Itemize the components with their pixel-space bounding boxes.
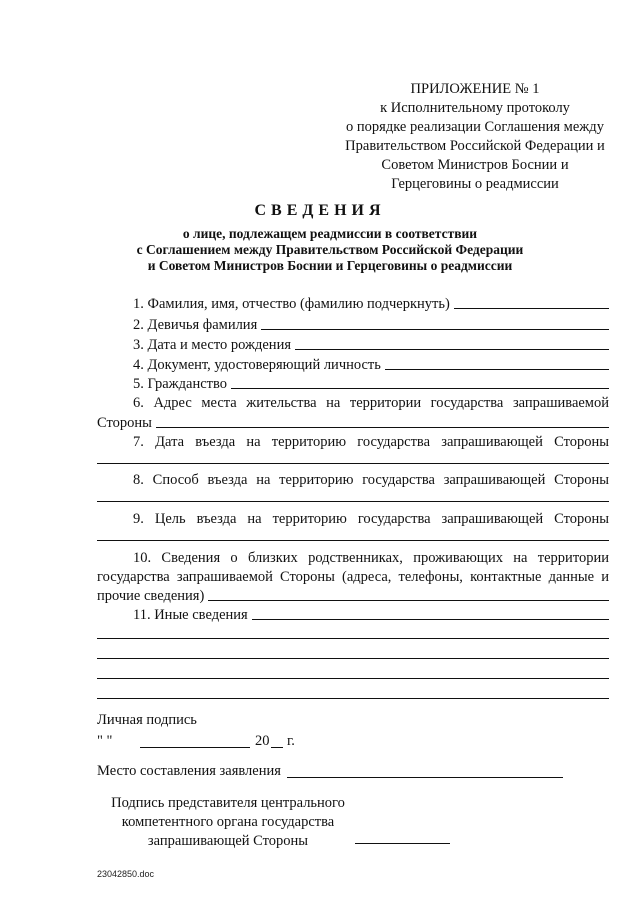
item-label: 10. Сведения о близких родственниках, проживающих на территории <box>133 550 609 566</box>
item-label: прочие сведения) <box>97 588 205 604</box>
name-field[interactable] <box>454 308 609 309</box>
item-label: 3. Дата и место рождения <box>133 337 291 353</box>
form-item-entry-method <box>97 470 609 488</box>
form-item-other <box>97 605 609 623</box>
rep-line: компетентного органа государства <box>121 814 335 830</box>
form-item-maiden-name <box>97 315 609 333</box>
annex-line: к Исполнительному протоколу <box>380 100 570 116</box>
other-info-line[interactable] <box>97 698 609 699</box>
citizenship-field[interactable] <box>231 388 609 389</box>
subtitle-line: и Советом Министров Боснии и Герцеговины о реадмиссии <box>147 258 513 273</box>
entry-purpose-field[interactable] <box>97 540 609 541</box>
annex-line: Советом Министров Боснии и <box>381 157 569 173</box>
item-label: 9. Цель въезда на территорию государства запрашивающей Стороны <box>133 511 609 527</box>
annex-line: о порядке реализации Соглашения между <box>346 119 604 135</box>
item-label: государства запрашиваемой Стороны (адреса, телефоны, контактные данные и <box>97 569 609 585</box>
address-field[interactable] <box>156 427 609 428</box>
document-subtitle <box>60 226 600 274</box>
id-document-field[interactable] <box>385 369 609 370</box>
item-label: 5. Гражданство <box>133 376 228 392</box>
item-label: 11. Иные сведения <box>133 607 248 623</box>
entry-date-field[interactable] <box>97 463 609 464</box>
file-name-footer: 23042850.doc <box>97 869 155 879</box>
item-label: 4. Документ, удостоверяющий личность <box>133 357 381 373</box>
form-item-relatives-cont <box>97 567 609 585</box>
other-info-line[interactable] <box>97 678 609 679</box>
place-label: Место составления заявления <box>97 763 281 779</box>
place-field[interactable] <box>287 777 563 778</box>
form-item-address-cont <box>97 413 609 431</box>
subtitle-line: с Соглашением между Правительством Российской Федерации <box>136 242 524 257</box>
form-item-citizenship <box>97 374 609 392</box>
form-item-relatives-cont <box>97 586 609 604</box>
rep-line: Подпись представителя центрального <box>111 795 345 811</box>
form-item-entry-date <box>97 432 609 450</box>
representative-signature-label <box>97 794 359 851</box>
entry-method-field[interactable] <box>97 501 609 502</box>
form-item-relatives <box>97 548 609 566</box>
year-suffix: г. <box>287 733 295 749</box>
year-field[interactable] <box>271 747 283 748</box>
rep-line: запрашивающей Стороны <box>147 833 309 849</box>
other-info-field[interactable] <box>252 619 609 620</box>
form-item-address <box>97 393 609 411</box>
date-quotes: " " <box>97 733 113 749</box>
item-label: 1. Фамилия, имя, отчество (фамилию подчеркнуть) <box>133 296 450 312</box>
representative-signature-field[interactable] <box>355 843 450 844</box>
form-item-id-document <box>97 355 609 373</box>
year-prefix: 20 <box>255 733 270 749</box>
item-label: 6. Адрес места жительства на территории государства запрашиваемой <box>133 395 609 411</box>
annex-line: Правительством Российской Федерации и <box>345 138 605 154</box>
form-item-name <box>97 294 609 312</box>
subtitle-line: о лице, подлежащем реадмиссии в соответствии <box>182 226 478 241</box>
other-info-line[interactable] <box>97 658 609 659</box>
birth-field[interactable] <box>295 349 609 350</box>
personal-signature-label: Личная подпись <box>97 712 197 728</box>
item-label: 8. Способ въезда на территорию государства запрашивающей Стороны <box>133 472 609 488</box>
annex-title: ПРИЛОЖЕНИЕ № 1 <box>410 81 540 97</box>
maiden-name-field[interactable] <box>261 329 609 330</box>
form-item-entry-purpose <box>97 509 609 527</box>
item-label: 7. Дата въезда на территорию государства запрашивающей Стороны <box>133 434 609 450</box>
relatives-field[interactable] <box>208 600 609 601</box>
item-label: Стороны <box>97 415 152 431</box>
other-info-line[interactable] <box>97 638 609 639</box>
document-title: СВЕДЕНИЯ <box>254 202 386 219</box>
form-item-birth <box>97 335 609 353</box>
date-field[interactable] <box>140 747 250 748</box>
annex-header <box>320 80 630 194</box>
annex-line: Герцеговины о реадмиссии <box>391 176 559 192</box>
item-label: 2. Девичья фамилия <box>133 317 258 333</box>
